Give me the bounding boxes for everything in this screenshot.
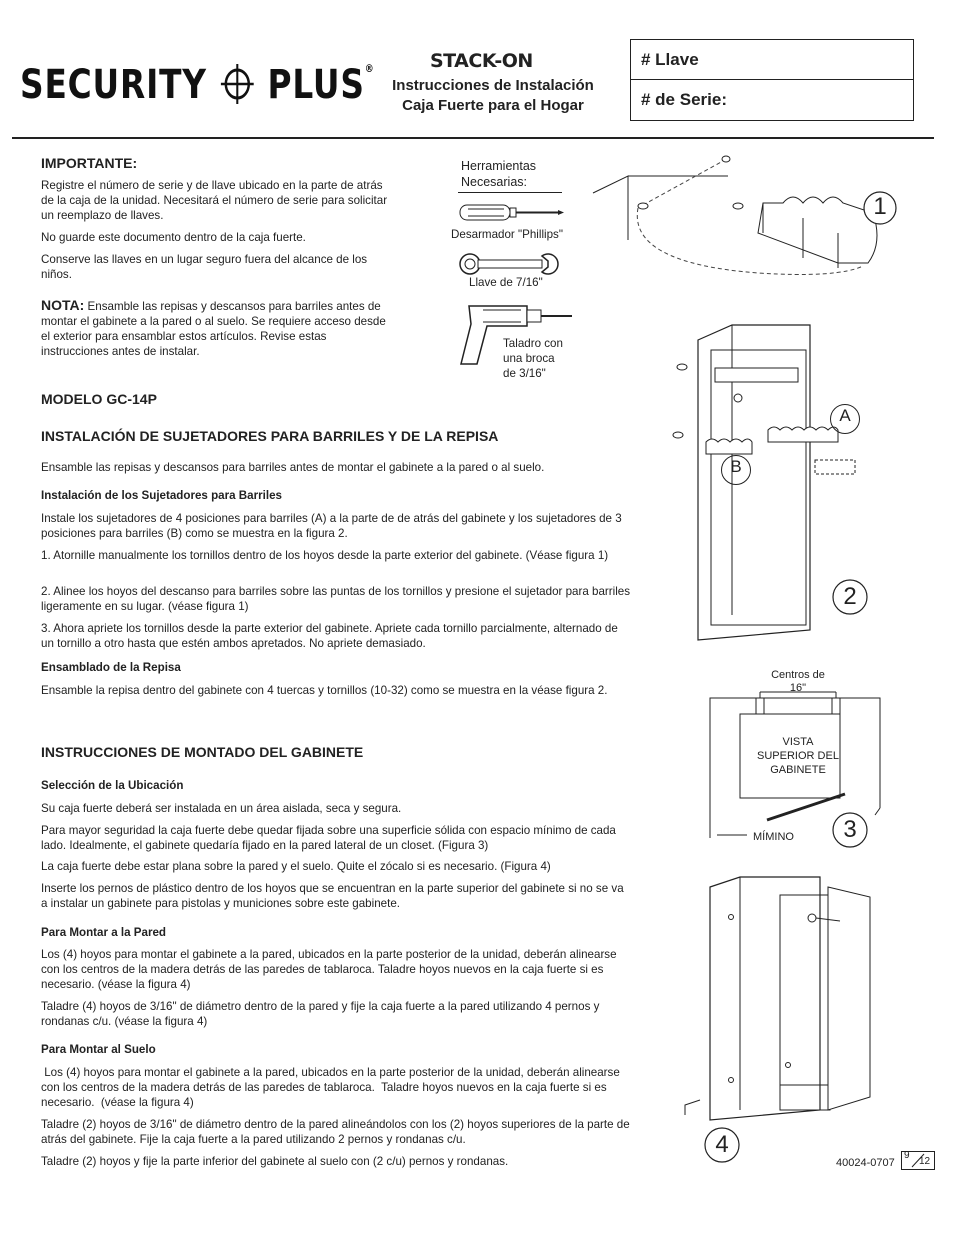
top-view-label-line-1: VISTA [782, 736, 814, 748]
screw-icon [638, 203, 648, 209]
tools-heading [461, 158, 536, 190]
barrel-rest-icon [758, 197, 877, 268]
section2-paragraph-5: Los (4) hoyos para montar el gabinete a la pared, ubicados en la parte posterior de la unidad, deberán alinearse con los centros de la madera detrás de las paredes de tablaroca. Taladre hoyos nuevos en la caja fuerte si es necesario. (véase la figura 4) [41, 948, 617, 991]
figure-1-diagram [588, 148, 918, 308]
section1-step-1: 1. Atornille manualmente los tornillos dentro de los hoyos desde la parte exterior del gabinete. (Véase figura 1) [41, 549, 609, 562]
section1-subheading-barrels: Instalación de los Sujetadores para Barriles [41, 489, 282, 502]
section2-subheading-location: Selección de la Ubicación [41, 779, 184, 792]
section2-paragraph-8: Taladre (2) hoyos de 3/16" de diámetro dentro de la pared alineándolos con los (2) hoyos superiores de la parte de atrás del gabinete. Fije la caja fuerte a la pared utilizando 2 pernos y rondanas c/u. [41, 1118, 630, 1146]
section2-subheading-floor: Para Montar al Suelo [41, 1043, 156, 1056]
date-code-box [901, 1151, 935, 1170]
header-divider [12, 137, 934, 139]
screwdriver-icon [458, 201, 568, 225]
title-line-1: Instrucciones de Instalación [392, 77, 594, 94]
centers-label-line-1: Centros de [771, 669, 825, 681]
section2-paragraph-1: Su caja fuerte deberá ser instalada en un área aislada, seca y segura. [41, 802, 402, 815]
wrench-icon [458, 252, 562, 276]
section1-paragraph-2: Ensamble la repisa dentro del gabinete con 4 tuercas y tornillos (10-32) como se muestra en la véase figura 2. [41, 684, 608, 697]
date-code-top: 9 [904, 1150, 910, 1161]
screw-icon [733, 203, 743, 209]
shelf-nut-icon [734, 394, 742, 402]
top-view-label [748, 735, 848, 777]
barrel-holder-a-icon [768, 427, 838, 442]
drill-label [503, 336, 563, 381]
screw-icon [673, 432, 683, 438]
screw-icon [722, 156, 730, 162]
serial-number-field: # de Serie: [631, 79, 913, 119]
important-text-2: No guarde este documento dentro de la caja fuerte. [41, 231, 306, 244]
part-number: 40024-0707 [836, 1157, 895, 1169]
section1-intro: Ensamble las repisas y descansos para barriles antes de montar el gabinete a la pared o al suelo. [41, 461, 545, 474]
figure-2-cabinet [670, 320, 910, 645]
top-view-label-line-3: GABINETE [770, 764, 826, 776]
minimum-label: MÍMINO [753, 831, 794, 843]
figure-4-cabinet [680, 875, 910, 1130]
section2-subheading-wall: Para Montar a la Pared [41, 926, 167, 939]
stack-on-logo: STACK-ON [430, 50, 533, 72]
label-b: B [730, 457, 742, 476]
brand-word-1: SECURITY [20, 62, 207, 108]
registered-mark: ® [364, 62, 375, 75]
brand-word-2: PLUS [267, 62, 365, 108]
centers-label-line-2: 16" [789, 682, 807, 694]
section1-paragraph-1: Instale los sujetadores de 4 posiciones para barriles (A) a la parte de de atrás del gabinete y los sujetadores de 3 posiciones para barriles (B) como se muestra en la figura 2. [41, 512, 622, 540]
tools-underline [458, 192, 562, 193]
section2-paragraph-6: Taladre (4) hoyos de 3/16" de diámetro dentro de la pared y fije la caja fuerte a la pared utilizando 4 pernos y rondanas c/u. (véase la figura 4) [41, 1000, 600, 1028]
section2-paragraph-2: Para mayor seguridad la caja fuerte debe quedar fijada sobre una superficie sólida con espacio mínimo de cada lado. Idealmente, el gabinete quedaría fijado en la pared lateral de un closet. (Figura 3) [41, 824, 616, 852]
drill-label-line-2: una broca [503, 352, 555, 365]
drill-label-line-3: de 3/16" [503, 367, 546, 380]
crosshair-icon [219, 64, 255, 104]
title-line-2: Caja Fuerte para el Hogar [402, 97, 584, 114]
figure-4-number: 4 [715, 1131, 729, 1158]
date-code-bottom: 12 [919, 1156, 931, 1167]
document-title [368, 76, 618, 116]
drill-label-line-1: Taladro con [503, 337, 563, 350]
important-heading: IMPORTANTE: [41, 155, 138, 171]
label-a: A [839, 406, 851, 425]
section1-step-3: 3. Ahora apriete los tornillos desde la parte exterior del gabinete. Apriete cada tornillo parcialmente, alternado de un tornillo a otro hasta que estén ambos apretados. No apriete demasiado. [41, 622, 618, 650]
section1-subheading-shelf: Ensamblado de la Repisa [41, 661, 181, 674]
figure-2-number: 2 [843, 583, 857, 610]
screwdriver-label: Desarmador "Phillips" [451, 228, 563, 241]
top-view-label-line-2: SUPERIOR DEL [757, 750, 839, 762]
tools-heading-line-2: Necesarias: [461, 175, 527, 189]
section1-heading: INSTALACIÓN DE SUJETADORES PARA BARRILES Y DE LA REPISA [41, 428, 499, 444]
section2-paragraph-3: La caja fuerte debe estar plana sobre la pared y el suelo. Quite el zócalo si es necesario. (Figura 4) [41, 860, 551, 873]
section2-paragraph-4: Inserte los pernos de plástico dentro de los hoyos que se encuentran en la parte superior del gabinete si no se va a instalar un gabinete para pistolas y municiones sobre este gabinete. [41, 882, 624, 910]
section1-step-2: 2. Alinee los hoyos del descanso para barriles sobre las puntas de los tornillos y presione el sujetador para barriles ligeramente en su lugar. (véase figura 1) [41, 585, 631, 613]
figure-3-number: 3 [843, 816, 857, 843]
figure-1-number: 1 [873, 193, 887, 220]
tools-heading-line-1: Herramientas [461, 159, 537, 173]
key-number-field: # Llave [641, 50, 699, 69]
important-text-1: Registre el número de serie y de llave ubicado en la parte de atrás de la caja de la unidad. Necesitará el número de serie para solicitar un reemplazo de llaves. [41, 179, 388, 222]
section2-paragraph-9: Taladre (2) hoyos y fije la parte inferior del gabinete al suelo con (2 c/u) pernos y rondanas. [41, 1155, 509, 1168]
model-heading: MODELO GC-14P [41, 391, 157, 407]
wrench-label: Llave de 7/16" [469, 276, 543, 289]
section2-paragraph-7: Los (4) hoyos para montar el gabinete a la pared, ubicados en la parte posterior de la unidad, deberán alinearse con los centros de la madera detrás de las paredes de tablaroca. Taladre hoyos nuevos en la caja fuerte si es necesario. (véase la figura 4) [41, 1066, 624, 1109]
nota-text: Ensamble las repisas y descansos para barriles antes de montar el gabinete a la pared o al suelo. Se requiere acceso desde el exterior para ensamblar estos artículos. Revise estas instrucciones antes de instalar. [41, 300, 386, 358]
section2-heading: INSTRUCCIONES DE MONTADO DEL GABINETE [41, 744, 364, 760]
id-box [630, 39, 914, 121]
screw-icon [677, 364, 687, 370]
security-plus-logo [20, 62, 375, 108]
important-text-3: Conserve las llaves en un lugar seguro fuera del alcance de los niños. [41, 253, 368, 281]
barrel-holder-b-icon [706, 439, 752, 454]
nota-paragraph [41, 298, 391, 359]
nota-label: NOTA: [41, 297, 85, 313]
